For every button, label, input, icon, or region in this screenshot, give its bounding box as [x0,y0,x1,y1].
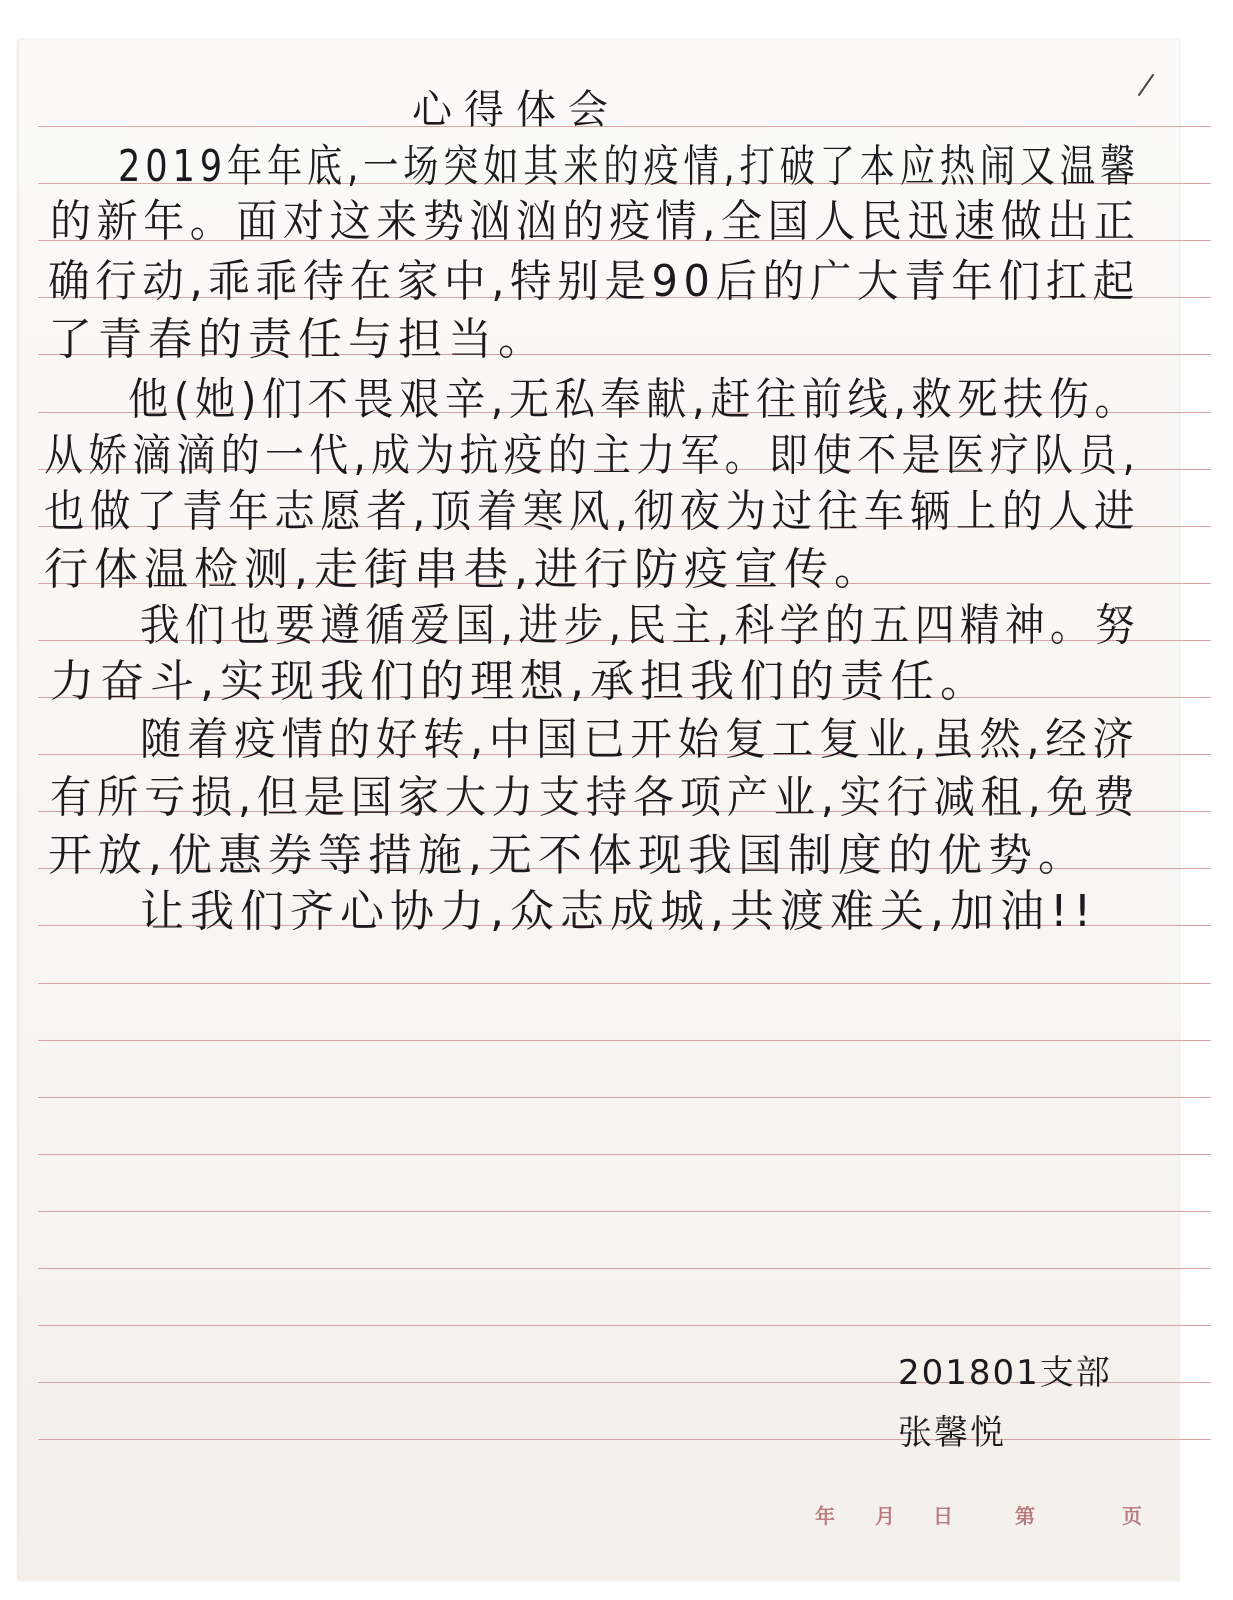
essay-line-7: 也做了青年志愿者,顶着寒风,彻夜为过往车辆上的人进 [44,486,1140,537]
ruled-line [38,1439,1211,1440]
ruled-line [38,1211,1211,1212]
ruled-line [38,1325,1211,1326]
ruled-line [38,1097,1211,1098]
essay-line-2: 的新年。面对这来势汹汹的疫情,全国人民迅速做出正 [50,196,1141,247]
essay-line-10: 力奋斗,实现我们的理想,承担我们的责任。 [50,656,990,707]
footer-year-label: 年 [815,1504,835,1528]
ruled-line [38,1040,1211,1041]
footer-page-label: 页 [1122,1504,1142,1528]
ruled-line [38,1268,1211,1269]
ruled-line [38,983,1211,984]
footer-number-label: 第 [1015,1504,1035,1528]
essay-line-8: 行体温检测,走街串巷,进行防疫宣传。 [44,544,884,595]
footer-month-label: 月 [875,1504,895,1528]
ruled-line [38,1154,1211,1155]
footer-day-label: 日 [933,1504,953,1528]
essay-line-9: 我们也要遵循爱国,进步,民主,科学的五四精神。努 [140,600,1141,651]
essay-line-1: 2019年年底,一场突如其来的疫情,打破了本应热闹又温馨 [118,141,1141,192]
page-footer [0,1500,1233,1530]
essay-line-3: 确行动,乖乖待在家中,特别是90后的广大青年们扛起 [48,256,1140,307]
essay-line-13: 开放,优惠券等措施,无不体现我国制度的优势。 [48,830,1088,881]
essay-line-5: 他(她)们不畏艰辛,无私奉献,赶往前线,救死扶伤。 [128,374,1141,425]
essay-line-4: 了青春的责任与担当。 [48,314,548,365]
essay-line-12: 有所亏损,但是国家大力支持各项产业,实行减租,免费 [50,772,1141,823]
essay-title: 心得体会 [412,87,620,133]
ruled-line [38,126,1211,127]
essay-line-6: 从娇滴滴的一代,成为抗疫的主力军。即使不是医疗队员, [44,430,1141,481]
signature-name: 张馨悦 [898,1413,1006,1453]
essay-line-14: 让我们齐心协力,众志成城,共渡难关,加油!! [140,886,1098,937]
signature-branch: 201801支部 [898,1353,1112,1393]
essay-line-11: 随着疫情的好转,中国已开始复工复业,虽然,经济 [140,714,1140,765]
